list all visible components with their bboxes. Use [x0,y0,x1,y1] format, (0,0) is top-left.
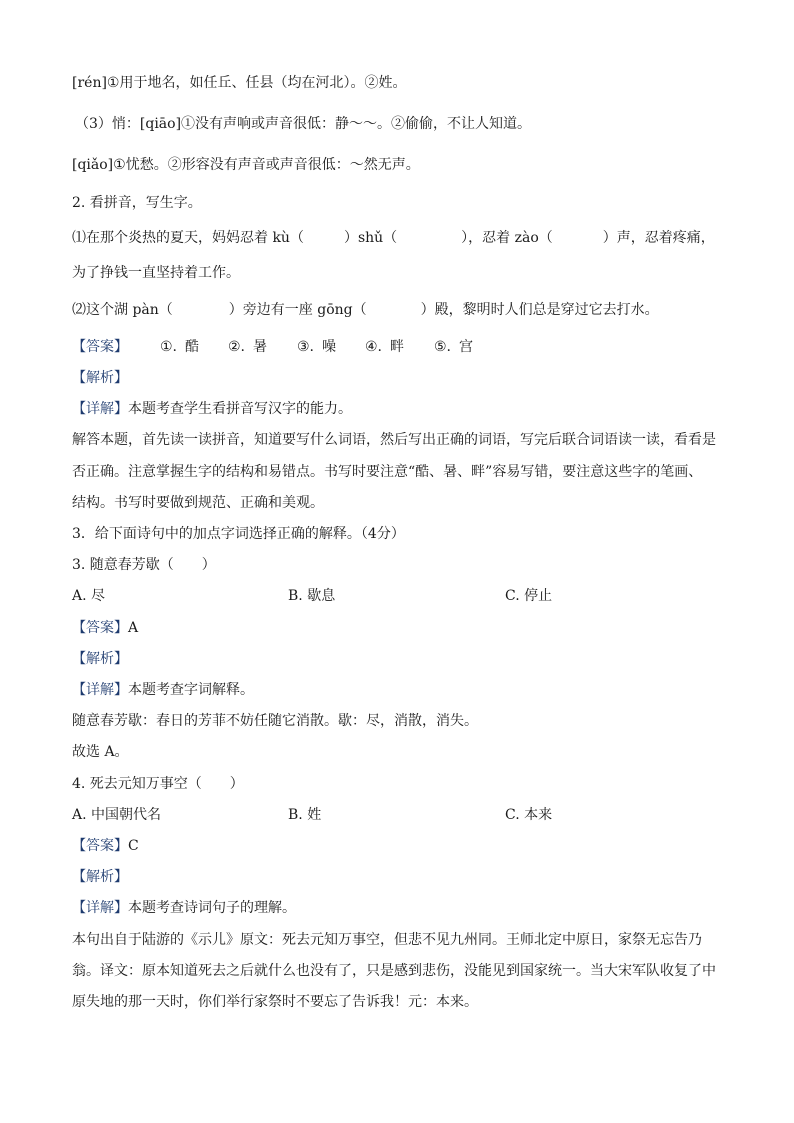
q3-detail-line: 故选 A。 [72,744,129,760]
q3-options [72,586,732,606]
q4-answer-line [72,836,139,856]
detail-label: 【详解】 [72,900,128,916]
answer-label: 【答案】 [72,620,128,636]
q2-detail-line: 否正确。注意掌握生字的结构和易错点。书写时要注意“酷、暑、畔”容易写错，要注意这些字的笔画、 [72,464,703,480]
q2-detail-line: 结构。书写时要做到规范、正确和美观。 [72,495,324,511]
option-b: B. 姓 [288,807,322,823]
analysis-label: 【解析】 [72,370,128,386]
q2-s2-seg1: ⑵这个湖 pàn（ [72,302,173,318]
answer-item: ④. 畔 [365,339,405,355]
q2-blank-ku [304,228,344,242]
q4-options [72,805,732,825]
q2-blank-zao [553,228,603,242]
entry-qiao-item: （3）悄：[qiāo]①没有声响或声音很低：静～～。②偷偷，不让人知道。 [75,116,532,132]
q2-s2-seg3: ）殿，黎明时人们总是穿过它去打水。 [420,302,659,318]
answer-label: 【答案】 [72,838,128,854]
q4-detail-line: 本句出自于陆游的《示儿》原文：死去元知万事空，但悲不见九州同。王师北定中原日，家祭无忘告乃 [72,932,702,948]
answer-item: ②. 暑 [228,339,268,355]
detail-label: 【详解】 [72,401,128,417]
answer-item: ①. 酷 [160,339,200,355]
option-b: B. 歇息 [288,588,336,604]
analysis-label: 【解析】 [72,869,128,885]
detail-label: 【详解】 [72,682,128,698]
q3-detail-line: 随意春芳歇：春日的芳菲不妨任随它消散。歇：尽，消散，消失。 [72,713,478,729]
q2-s1-seg4: ）声，忍着疼痛， [602,230,715,246]
entry-qiao-reading2: [qiǎo]①忧愁。②形容没有声音或声音很低：～然无声。 [72,157,420,173]
q2-answer-line [72,337,732,357]
section3-heading: 3．给下面诗句中的加点字词选择正确的解释。（4分） [72,526,405,542]
q3-answer-line [72,618,138,638]
q4-answer: C [128,838,139,854]
q4-detail-intro: 【详解】本题考查诗词句子的理解。 [72,900,296,916]
q2-sentence1 [72,228,715,248]
q2-s2-seg2: ）旁边有一座 gōng（ [228,302,367,318]
option-a: A. 尽 [72,588,106,604]
q2-blank-pan [173,300,229,314]
q2-sentence1-continuation: 为了挣钱一直坚持着工作。 [72,265,240,281]
q2-s1-seg1: ⑴在那个炎热的夏天，妈妈忍着 kù（ [72,230,304,246]
q2-detail-intro: 【详解】本题考查学生看拼音写汉字的能力。 [72,401,352,417]
q3-detail-intro: 【详解】本题考查字词解释。 [72,682,254,698]
q4-stem: 4. 死去元知万事空（ ） [72,776,244,792]
q2-detail-line: 解答本题，首先读一读拼音，知道要写什么词语，然后写出正确的词语，写完后联合词语读一读，看看是 [72,432,716,448]
q3-answer: A [128,620,139,636]
q4-detail-line: 翁。译文：原本知道死去之后就什么也没有了，只是感到悲伤，没能见到国家统一。当大宋军队收复了中 [72,963,716,979]
q2-blank-shu [397,228,461,242]
q2-s1-seg3: ），忍着 zào（ [461,230,553,246]
analysis-label: 【解析】 [72,651,128,667]
answer-item: ⑤. 宫 [434,339,474,355]
q2-title: 2. 看拼音，写生字。 [72,195,202,211]
option-c: C. 停止 [505,588,553,604]
entry-ren-reading: [rén]①用于地名，如任丘、任县（均在河北）。②姓。 [72,75,407,91]
answer-label: 【答案】 [72,339,128,355]
q4-detail-line: 原失地的那一天时，你们举行家祭时不要忘了告诉我！元：本来。 [72,994,478,1010]
q2-sentence2 [72,300,659,320]
option-a: A. 中国朝代名 [72,807,162,823]
q3-stem: 3. 随意春芳歇（ ） [72,557,216,573]
option-c: C. 本来 [505,807,553,823]
answer-item: ③. 噪 [297,339,337,355]
q2-s1-seg2: ）shǔ（ [343,230,398,246]
q2-blank-gong [367,300,421,314]
